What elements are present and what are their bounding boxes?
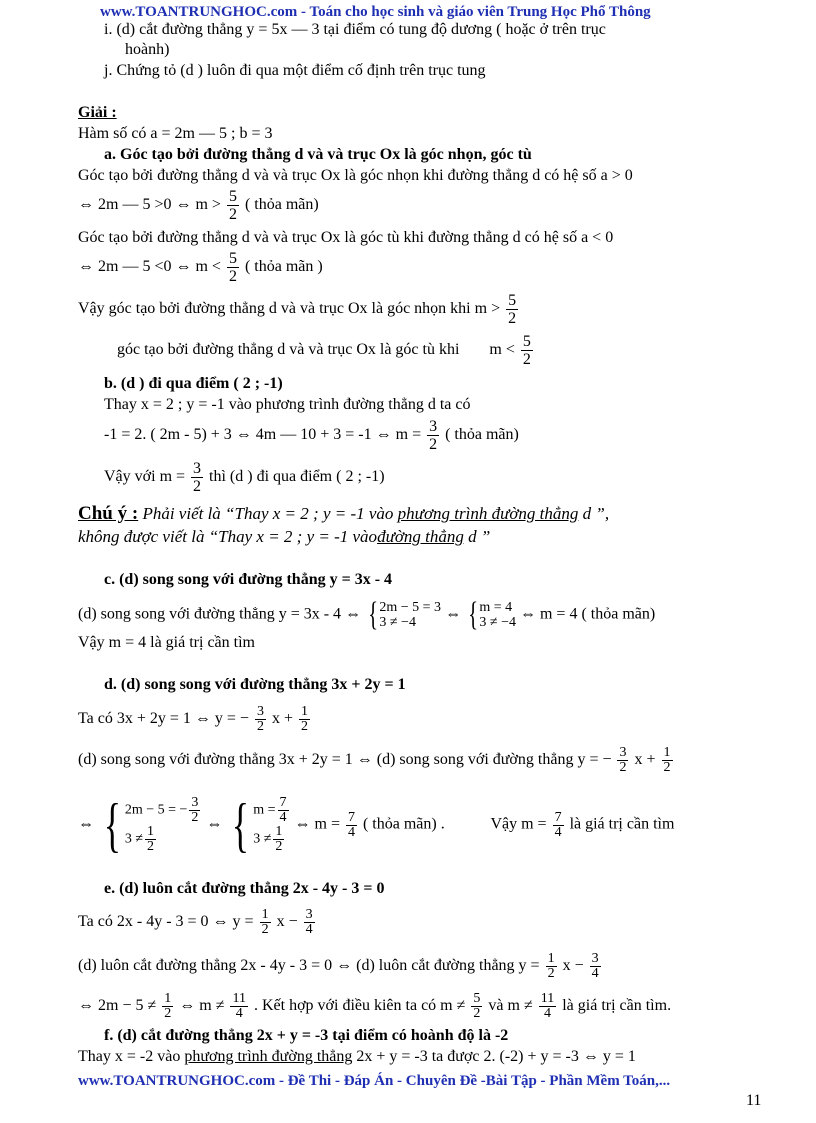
fraction-3-2: $\frac{3}{2}$ — [429, 418, 438, 453]
fraction-3-2: $\frac{3}{2}$ — [256, 704, 264, 734]
note-line2: không được viết là “Thay x = 2 ; y = -1 vàođường thẳng d ” — [78, 527, 491, 546]
part-b-heading: b. (d ) đi qua điểm ( 2 ; -1) — [104, 375, 283, 392]
fraction-5-2: $\frac{5}{2}$ — [508, 292, 517, 327]
part-b-line1: Thay x = 2 ; y = -1 vào phương trình đường thẳng d ta có — [104, 396, 471, 413]
fraction-11-4: $\frac{11}{4}$ — [540, 991, 555, 1021]
part-a-line6: góc tạo bởi đường thẳng d và và trục Ox là góc tù khi m < $\frac{5}{2}$ — [117, 333, 531, 368]
part-f-line1: Thay x = -2 vào phương trình đường thẳng 2x + y = -3 ta được 2. (-2) + y = -3 ⇔ y = 1 — [78, 1048, 636, 1065]
fraction-3-4: $\frac{3}{4}$ — [591, 951, 599, 981]
part-a-line1: Góc tạo bởi đường thẳng d và và trục Ox là góc nhọn khi đường thẳng d có hệ số a > 0 — [78, 167, 633, 184]
solution-title: Giải : — [78, 104, 117, 121]
fraction-1-2: $\frac{1}{2}$ — [547, 951, 555, 981]
solution-line1: Hàm số có a = 2m — 5 ; b = 3 — [78, 125, 273, 142]
fraction-11-4: $\frac{11}{4}$ — [232, 991, 246, 1021]
fraction-5-2: $\frac{5}{2}$ — [228, 188, 237, 223]
part-e-line2: (d) luôn cắt đường thẳng 2x - 4y - 3 = 0 ⇔ (d) luôn cắt đường thẳng y = $\frac{1}{2}$ x − $\frac{3}{4}$ — [78, 951, 599, 981]
part-b-line3: Vậy với m = $\frac{3}{2}$ thì (d ) đi qua điểm ( 2 ; -1) — [104, 460, 385, 495]
fraction-1-2: $\frac{1}{2}$ — [663, 745, 671, 775]
fraction-1-2: $\frac{1}{2}$ — [300, 704, 308, 734]
note-line1: Chú ý : Phải viết là “Thay x = 2 ; y = -1 vào phương trình đường thẳng d ”, — [78, 503, 610, 524]
part-d-line1: Ta có 3x + 2y = 1 ⇔ y = − $\frac{3}{2}$ x + $\frac{1}{2}$ — [78, 704, 308, 734]
system-of-equations: { m = $\frac{7}{4}$ 3 ≠ $\frac{1}{2}$ — [232, 792, 287, 858]
system-of-equations: { m = 4 3 ≠ −4 — [468, 596, 516, 633]
fraction-3-2: $\frac{3}{2}$ — [193, 460, 202, 495]
part-a-line2: ⇔ 2m — 5 >0 ⇔ m > $\frac{5}{2}$ ( thỏa mãn) — [78, 188, 319, 223]
part-a-line3: Góc tạo bởi đường thẳng d và và trục Ox là góc tù khi đường thẳng d có hệ số a < 0 — [78, 229, 614, 246]
fraction-5-2: $\frac{5}{2}$ — [228, 250, 237, 285]
part-e-heading: e. (d) luôn cắt đường thẳng 2x - 4y - 3 = 0 — [104, 880, 385, 897]
part-b-line2: -1 = 2. ( 2m - 5) + 3 ⇔ 4m — 10 + 3 = -1 ⇔ m = $\frac{3}{2}$ ( thỏa mãn) — [104, 418, 519, 453]
note-label: Chú ý : — [78, 503, 139, 524]
part-c-line1: (d) song song với đường thẳng y = 3x - 4 ⇔ { 2m − 5 = 3 3 ≠ −4 ⇔ { m = 4 3 ≠ −4 ⇔ m = 4 ( thỏa mãn) — [78, 596, 656, 633]
fraction-5-2: $\frac{5}{2}$ — [522, 333, 531, 368]
page-header: www.TOANTRUNGHOC.com - Toán cho học sinh và giáo viên Trung Học Phổ Thông — [100, 4, 651, 20]
part-a-line5: Vậy góc tạo bởi đường thẳng d và và trục Ox là góc nhọn khi m > $\frac{5}{2}$ — [78, 292, 517, 327]
fraction-7-4: $\frac{7}{4}$ — [347, 809, 355, 840]
part-a-line4: ⇔ 2m — 5 <0 ⇔ m < $\frac{5}{2}$ ( thỏa mãn ) — [78, 250, 323, 285]
part-c-line2: Vậy m = 4 là giá trị cần tìm — [78, 634, 255, 651]
page-footer: www.TOANTRUNGHOC.com - Đề Thi - Đáp Án - Chuyên Đề -Bài Tập - Phần Mềm Toán,... — [78, 1073, 671, 1089]
system-of-equations: { 2m − 5 = 3 3 ≠ −4 — [368, 596, 442, 633]
part-d-heading: d. (d) song song với đường thẳng 3x + 2y = 1 — [104, 676, 406, 693]
item-j: j. Chứng tỏ (d ) luôn đi qua một điểm cố định trên trục tung — [104, 62, 486, 79]
item-i-line1: i. (d) cắt đường thẳng y = 5x — 3 tại điểm có tung độ dương ( hoặc ở trên trục — [104, 21, 606, 38]
part-d-line3: ⇔ { 2m − 5 = − $\frac{3}{2}$ 3 ≠ $\frac{1}{2}$ ⇔ { m = $\frac{7}{4}$ 3 ≠ $\frac{1}{2}$ ⇔ m = $\frac{7}{4}$ ( thỏa mãn) . Vậy m = $\frac{7}{4}$ là giá trị cần tìm — [78, 792, 675, 858]
part-c-heading: c. (d) song song với đường thẳng y = 3x - 4 — [104, 571, 393, 588]
fraction-1-2: $\frac{1}{2}$ — [164, 991, 172, 1021]
fraction-1-2: $\frac{1}{2}$ — [261, 907, 269, 937]
item-i-line2: hoành) — [125, 41, 170, 58]
system-of-equations: { 2m − 5 = − $\frac{3}{2}$ 3 ≠ $\frac{1}{2}$ — [103, 792, 199, 858]
part-d-line2: (d) song song với đường thẳng 3x + 2y = 1 ⇔ (d) song song với đường thẳng y = − $\frac{3}{2}$ x + $\frac{1}{2}$ — [78, 745, 671, 775]
fraction-3-2: $\frac{3}{2}$ — [619, 745, 627, 775]
fraction-3-4: $\frac{3}{4}$ — [305, 907, 313, 937]
fraction-5-2: $\frac{5}{2}$ — [473, 991, 481, 1021]
part-e-line1: Ta có 2x - 4y - 3 = 0 ⇔ y = $\frac{1}{2}$ x − $\frac{3}{4}$ — [78, 907, 313, 937]
part-f-heading: f. (d) cắt đường thẳng 2x + y = -3 tại điểm có hoành độ là -2 — [104, 1027, 509, 1044]
part-e-line3: ⇔ 2m − 5 ≠ $\frac{1}{2}$ ⇔ m ≠ $\frac{11}{4}$ . Kết hợp với điều kiên ta có m ≠ $\frac{5}{2}$ và m ≠ $\frac{11}{4}$ là giá trị cần tìm. — [78, 991, 672, 1021]
fraction-7-4: $\frac{7}{4}$ — [554, 809, 562, 840]
part-a-heading: a. Góc tạo bởi đường thẳng d và và trục Ox là góc nhọn, góc tù — [104, 146, 532, 163]
page-number: 11 — [746, 1092, 762, 1109]
